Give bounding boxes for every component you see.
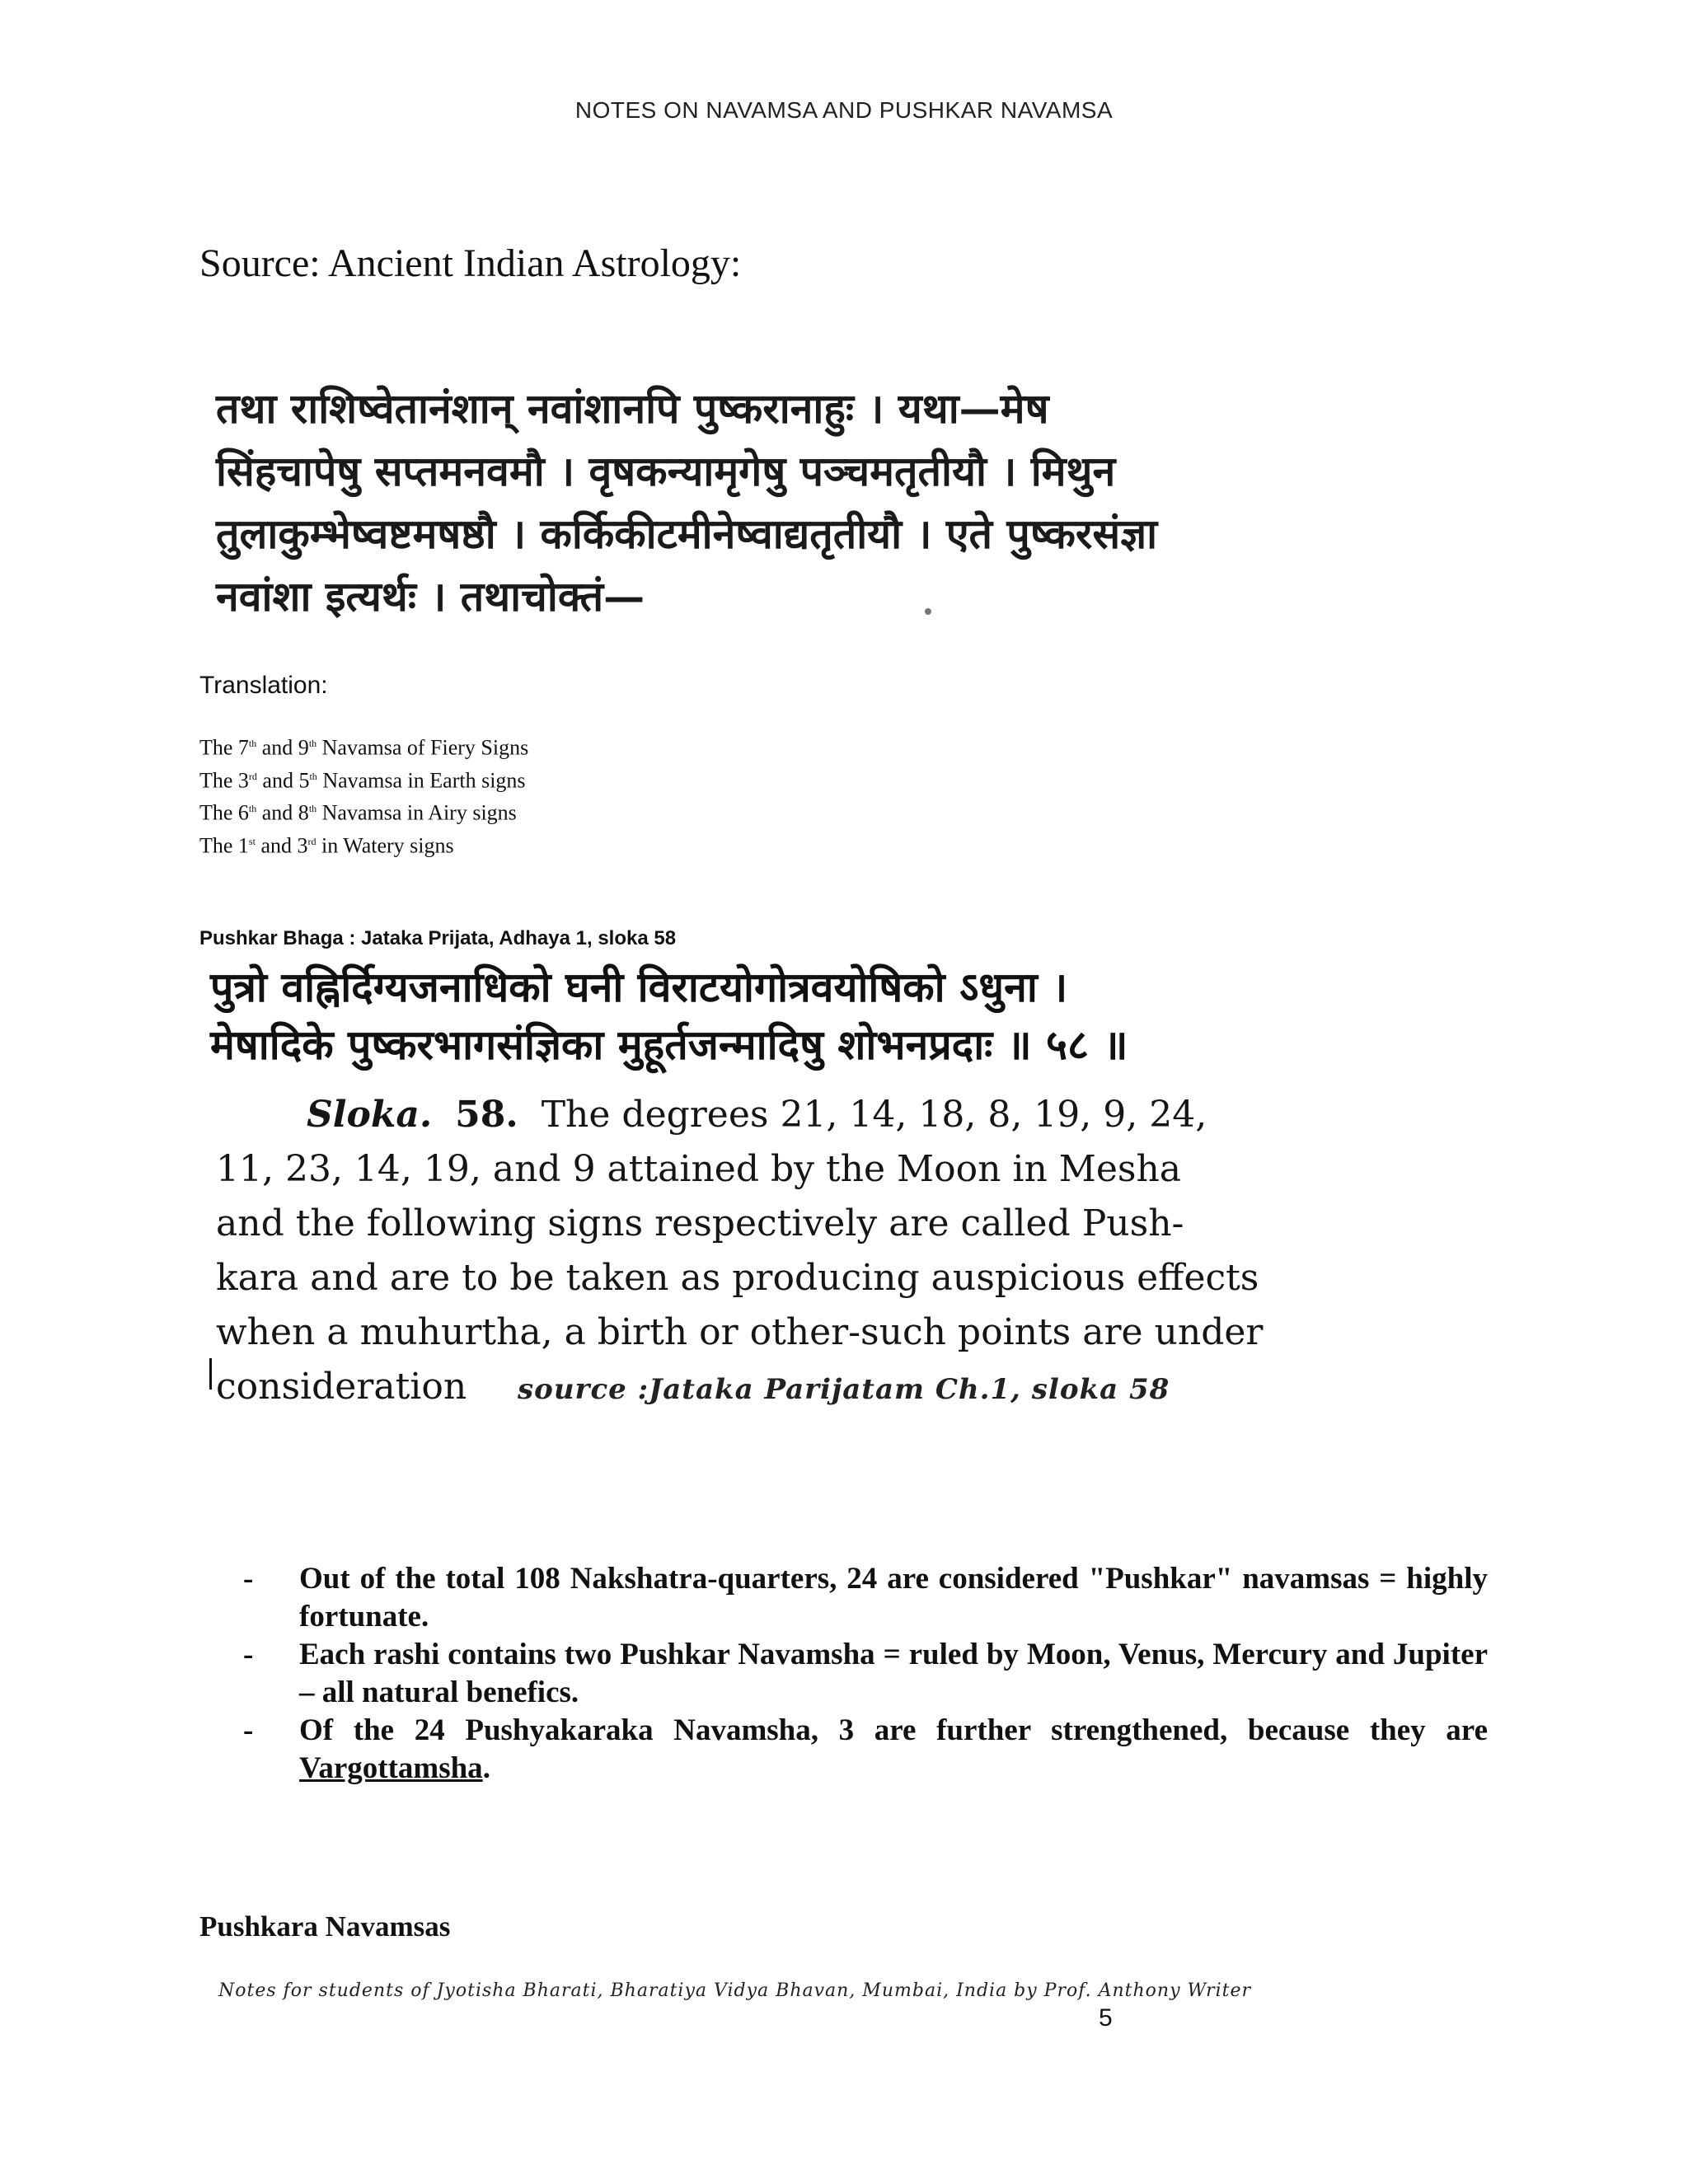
scan-speck (925, 608, 931, 615)
sanskrit-verse-line: नवांशा इत्यर्थः । तथाचोक्तं— (216, 572, 645, 621)
bullet-text: Out of the total 108 Nakshatra-quarters, 24 are considered "Pushkar" navamsas = highly fortunate. (299, 1562, 1488, 1633)
sanskrit-verse-line: सिंहचापेषु सप्तमनवमौ । वृषकन्यामृगेषु पञ्चमतृतीयौ । मिथुन (216, 447, 1116, 495)
bullet-item (243, 1560, 1488, 1636)
bullet-item (243, 1712, 1488, 1788)
footer-note: Notes for students of Jyotisha Bharati, Bharatiya Vidya Bhavan, Mumbai, India by Prof. Anthony Writer (218, 1980, 1252, 2001)
page-header: NOTES ON NAVAMSA AND PUSHKAR NAVAMSA (574, 97, 1114, 123)
section-heading: Pushkara Navamsas (199, 1910, 451, 1943)
sloka-translation (216, 1088, 1296, 1414)
sanskrit-verse-line: तुलाकुम्भेष्वष्टमषष्ठौ । कर्किकीटमीनेष्वाद्यतृतीयौ । एते पुष्करसंज्ञा (216, 509, 1158, 558)
bullet-dash: - (243, 1638, 254, 1671)
vargottamsha-term: Vargottamsha (299, 1751, 483, 1785)
sanskrit-verse-block (216, 377, 1370, 628)
bullet-item (243, 1636, 1488, 1712)
sanskrit-sloka-line: मेषादिके पुष्करभागसंज्ञिका मुहूर्तजन्मादिषु शोभनप्रदाः ॥ ५८ ॥ (210, 1020, 1128, 1069)
sloka-line: Sloka. 58. The degrees 21, 14, 18, 8, 19, 9, 24, (307, 1094, 1207, 1136)
bullet-dash: - (243, 1713, 254, 1747)
sanskrit-sloka-block (210, 958, 1315, 1074)
scan-mark (209, 1358, 212, 1390)
sloka-line: 11, 23, 14, 19, and 9 attained by the Moon in Mesha (216, 1148, 1182, 1190)
translation-label: Translation: (199, 672, 328, 699)
translation-line: The 3rd and 5th Navamsa in Earth signs (199, 768, 526, 793)
sanskrit-verse-line: तथा राशिष्वेतानंशान् नवांशानपि पुष्करानाहुः । यथा—मेष (216, 384, 1049, 433)
translation-line: The 6th and 8th Navamsa in Airy signs (199, 800, 517, 825)
translation-list (199, 729, 528, 860)
sanskrit-sloka-line: पुत्रो वह्निर्दिग्यजनाधिको घनी विराटयोगोत्रवयोषिको ऽधुना । (210, 963, 1068, 1011)
bullet-list (243, 1560, 1488, 1788)
pushkar-bhaga-heading: Pushkar Bhaga : Jataka Prijata, Adhaya 1, sloka 58 (199, 927, 677, 949)
sloka-line: consideration (216, 1366, 467, 1408)
source-line: Source: Ancient Indian Astrology: (199, 241, 742, 285)
bullet-text: Each rashi contains two Pushkar Navamsha = ruled by Moon, Venus, Mercury and Jupiter – all natural benefics. (299, 1638, 1488, 1709)
sloka-line: and the following signs respectively are called Push- (216, 1202, 1184, 1244)
bullet-dash: - (243, 1562, 254, 1596)
sloka-line: kara and are to be taken as producing auspicious effects (216, 1257, 1259, 1299)
page-number: 5 (1099, 2004, 1113, 2032)
sloka-line: when a muhurtha, a birth or other-such points are under (216, 1311, 1264, 1353)
translation-line: The 7th and 9th Navamsa of Fiery Signs (199, 735, 529, 760)
source-citation: source :Jataka Parijatam Ch.1, sloka 58 (518, 1373, 1170, 1406)
translation-line: The 1st and 3rd in Watery signs (199, 833, 454, 858)
bullet-text: Of the 24 Pushyakaraka Navamsha, 3 are further strengthened, because they are Vargottamsha. (299, 1713, 1488, 1785)
